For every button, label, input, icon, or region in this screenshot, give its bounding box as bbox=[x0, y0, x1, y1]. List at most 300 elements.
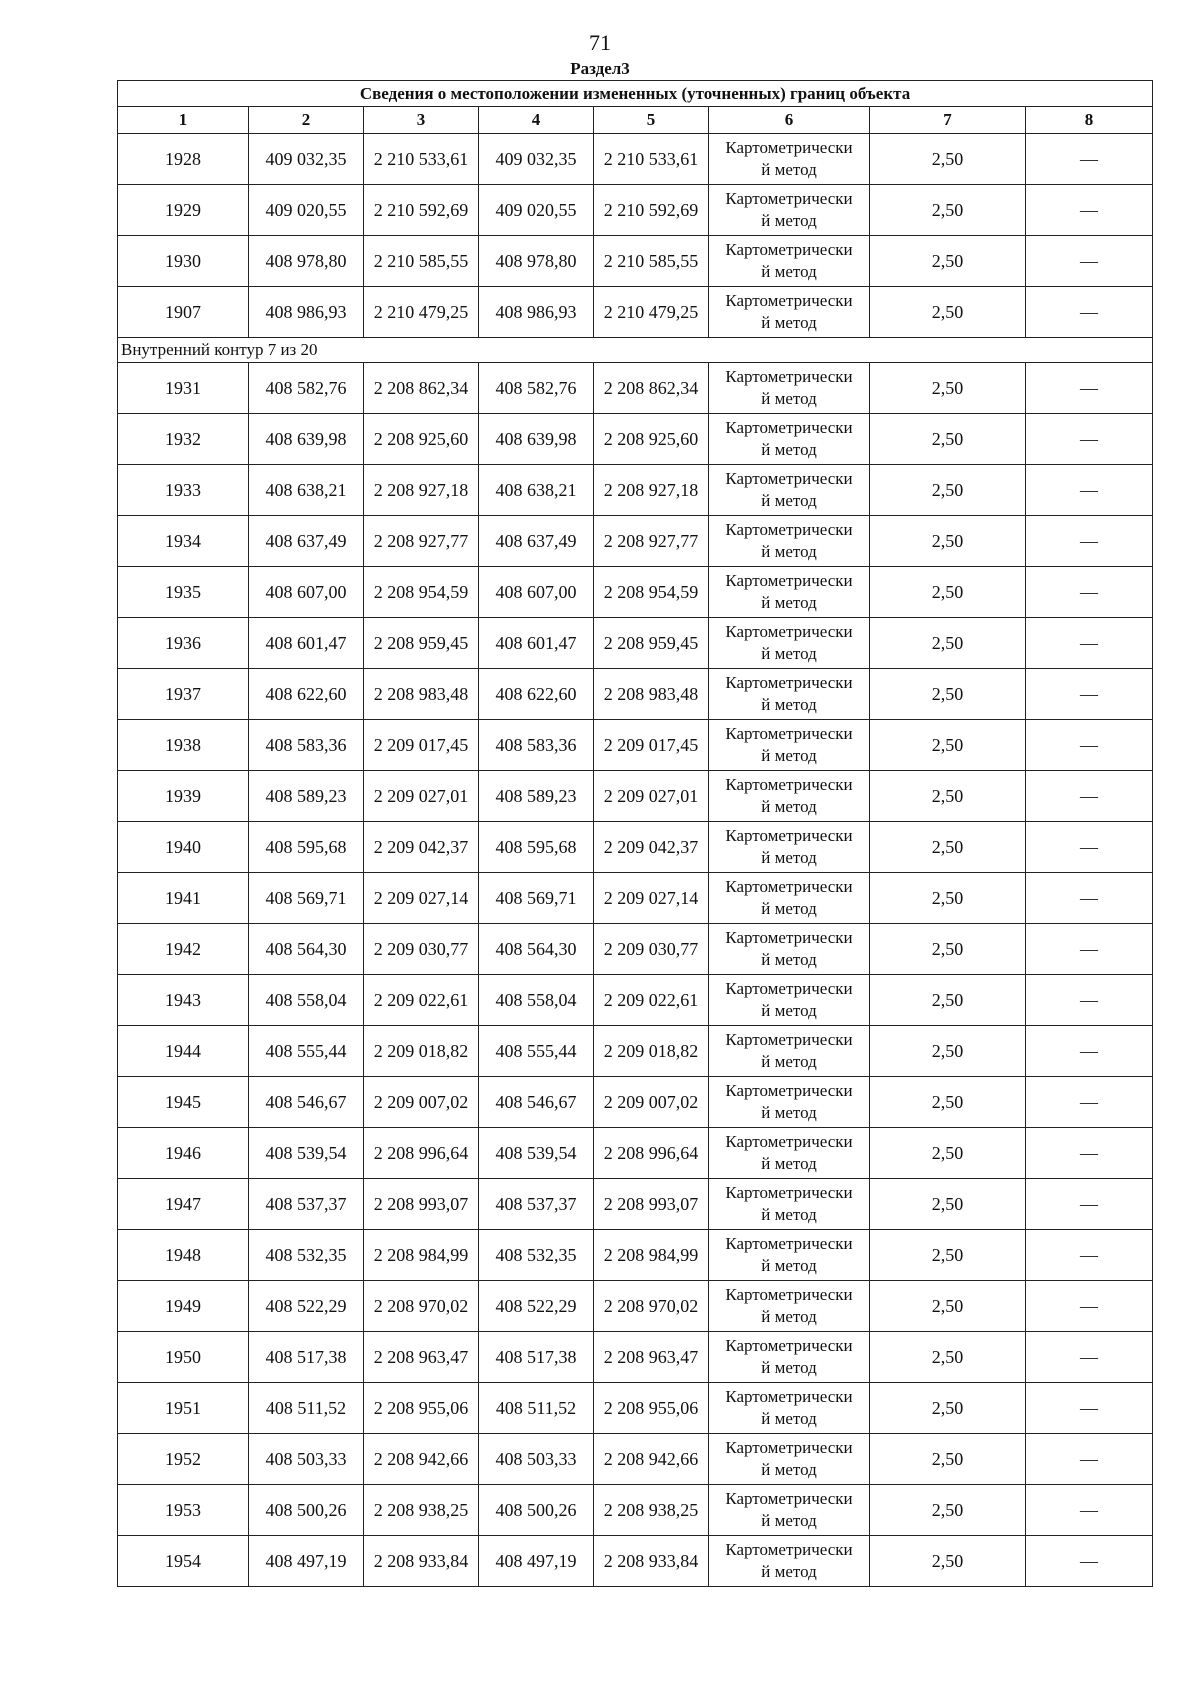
y-new-cell: 2 208 927,18 bbox=[594, 465, 709, 516]
coordinates-table bbox=[117, 80, 1153, 1587]
x-new-cell: 408 638,21 bbox=[479, 465, 594, 516]
x-new-cell: 408 582,76 bbox=[479, 363, 594, 414]
x-old-cell: 408 622,60 bbox=[249, 669, 364, 720]
x-old-cell: 409 020,55 bbox=[249, 185, 364, 236]
point-number-cell: 1950 bbox=[118, 1332, 249, 1383]
method-text-line-2: й метод bbox=[761, 1052, 817, 1071]
description-cell: — bbox=[1026, 363, 1153, 414]
point-number-cell: 1951 bbox=[118, 1383, 249, 1434]
y-old-cell: 2 209 007,02 bbox=[364, 1077, 479, 1128]
x-old-cell: 409 032,35 bbox=[249, 134, 364, 185]
table-row bbox=[118, 1128, 1153, 1179]
method-cell bbox=[709, 465, 870, 516]
method-text-line-2: й метод bbox=[761, 950, 817, 969]
table-row bbox=[118, 873, 1153, 924]
x-old-cell: 408 539,54 bbox=[249, 1128, 364, 1179]
method-text-line-2: й метод bbox=[761, 160, 817, 179]
point-number-cell: 1929 bbox=[118, 185, 249, 236]
method-text-line-1: Картометрически bbox=[725, 673, 853, 692]
column-header: 3 bbox=[364, 107, 479, 134]
method-text-line-1: Картометрически bbox=[725, 240, 853, 259]
point-number-cell: 1935 bbox=[118, 567, 249, 618]
description-cell: — bbox=[1026, 1179, 1153, 1230]
method-cell bbox=[709, 516, 870, 567]
description-cell: — bbox=[1026, 1536, 1153, 1587]
method-cell bbox=[709, 669, 870, 720]
method-cell bbox=[709, 414, 870, 465]
point-number-cell: 1952 bbox=[118, 1434, 249, 1485]
point-number-cell: 1936 bbox=[118, 618, 249, 669]
x-new-cell: 408 555,44 bbox=[479, 1026, 594, 1077]
accuracy-cell: 2,50 bbox=[870, 924, 1026, 975]
y-old-cell: 2 208 925,60 bbox=[364, 414, 479, 465]
y-old-cell: 2 209 027,14 bbox=[364, 873, 479, 924]
point-number-cell: 1928 bbox=[118, 134, 249, 185]
method-text-line-2: й метод bbox=[761, 1562, 817, 1581]
contour-label: Внутренний контур 7 из 20 bbox=[118, 338, 1153, 363]
x-new-cell: 408 569,71 bbox=[479, 873, 594, 924]
y-old-cell: 2 208 984,99 bbox=[364, 1230, 479, 1281]
y-new-cell: 2 208 954,59 bbox=[594, 567, 709, 618]
x-new-cell: 408 517,38 bbox=[479, 1332, 594, 1383]
method-text-line-1: Картометрически bbox=[725, 469, 853, 488]
description-cell: — bbox=[1026, 465, 1153, 516]
accuracy-cell: 2,50 bbox=[870, 822, 1026, 873]
table-row bbox=[118, 567, 1153, 618]
x-old-cell: 408 564,30 bbox=[249, 924, 364, 975]
method-text-line-1: Картометрически bbox=[725, 1336, 853, 1355]
accuracy-cell: 2,50 bbox=[870, 720, 1026, 771]
y-old-cell: 2 208 942,66 bbox=[364, 1434, 479, 1485]
method-text-line-2: й метод bbox=[761, 491, 817, 510]
description-cell: — bbox=[1026, 236, 1153, 287]
y-new-cell: 2 210 533,61 bbox=[594, 134, 709, 185]
method-text-line-2: й метод bbox=[761, 899, 817, 918]
x-new-cell: 408 601,47 bbox=[479, 618, 594, 669]
table-row bbox=[118, 1332, 1153, 1383]
method-cell bbox=[709, 363, 870, 414]
column-header: 7 bbox=[870, 107, 1026, 134]
point-number-cell: 1940 bbox=[118, 822, 249, 873]
x-new-cell: 408 522,29 bbox=[479, 1281, 594, 1332]
accuracy-cell: 2,50 bbox=[870, 1434, 1026, 1485]
method-text-line-2: й метод bbox=[761, 211, 817, 230]
table-row bbox=[118, 185, 1153, 236]
x-old-cell: 408 511,52 bbox=[249, 1383, 364, 1434]
x-new-cell: 408 558,04 bbox=[479, 975, 594, 1026]
x-new-cell: 408 532,35 bbox=[479, 1230, 594, 1281]
accuracy-cell: 2,50 bbox=[870, 363, 1026, 414]
method-cell bbox=[709, 236, 870, 287]
accuracy-cell: 2,50 bbox=[870, 1230, 1026, 1281]
y-new-cell: 2 208 963,47 bbox=[594, 1332, 709, 1383]
accuracy-cell: 2,50 bbox=[870, 287, 1026, 338]
y-old-cell: 2 208 938,25 bbox=[364, 1485, 479, 1536]
point-number-cell: 1947 bbox=[118, 1179, 249, 1230]
x-old-cell: 408 503,33 bbox=[249, 1434, 364, 1485]
column-header: 8 bbox=[1026, 107, 1153, 134]
accuracy-cell: 2,50 bbox=[870, 1281, 1026, 1332]
y-old-cell: 2 208 993,07 bbox=[364, 1179, 479, 1230]
y-new-cell: 2 209 017,45 bbox=[594, 720, 709, 771]
y-new-cell: 2 208 996,64 bbox=[594, 1128, 709, 1179]
x-old-cell: 408 978,80 bbox=[249, 236, 364, 287]
table-row bbox=[118, 134, 1153, 185]
method-cell bbox=[709, 287, 870, 338]
y-old-cell: 2 210 585,55 bbox=[364, 236, 479, 287]
method-text-line-1: Картометрически bbox=[725, 571, 853, 590]
table-row bbox=[118, 1026, 1153, 1077]
x-old-cell: 408 639,98 bbox=[249, 414, 364, 465]
description-cell: — bbox=[1026, 822, 1153, 873]
section-title: Раздел3 bbox=[570, 59, 630, 78]
description-cell: — bbox=[1026, 1281, 1153, 1332]
accuracy-cell: 2,50 bbox=[870, 1332, 1026, 1383]
table-row bbox=[118, 1281, 1153, 1332]
description-cell: — bbox=[1026, 720, 1153, 771]
x-old-cell: 408 522,29 bbox=[249, 1281, 364, 1332]
point-number-cell: 1930 bbox=[118, 236, 249, 287]
method-cell bbox=[709, 1383, 870, 1434]
description-cell: — bbox=[1026, 1230, 1153, 1281]
method-text-line-2: й метод bbox=[761, 542, 817, 561]
method-text-line-1: Картометрически bbox=[725, 1387, 853, 1406]
description-cell: — bbox=[1026, 1434, 1153, 1485]
point-number-cell: 1953 bbox=[118, 1485, 249, 1536]
y-old-cell: 2 209 022,61 bbox=[364, 975, 479, 1026]
table-row bbox=[118, 771, 1153, 822]
table-row bbox=[118, 924, 1153, 975]
point-number-cell: 1932 bbox=[118, 414, 249, 465]
point-number-cell: 1938 bbox=[118, 720, 249, 771]
method-text-line-1: Картометрически bbox=[725, 1183, 853, 1202]
method-text-line-2: й метод bbox=[761, 1205, 817, 1224]
accuracy-cell: 2,50 bbox=[870, 236, 1026, 287]
description-cell: — bbox=[1026, 567, 1153, 618]
method-text-line-2: й метод bbox=[761, 1307, 817, 1326]
x-new-cell: 409 020,55 bbox=[479, 185, 594, 236]
point-number-cell: 1949 bbox=[118, 1281, 249, 1332]
table-row bbox=[118, 287, 1153, 338]
point-number-cell: 1937 bbox=[118, 669, 249, 720]
method-text-line-1: Картометрически bbox=[725, 724, 853, 743]
y-new-cell: 2 208 933,84 bbox=[594, 1536, 709, 1587]
description-cell: — bbox=[1026, 924, 1153, 975]
y-new-cell: 2 208 942,66 bbox=[594, 1434, 709, 1485]
y-old-cell: 2 210 479,25 bbox=[364, 287, 479, 338]
method-text-line-1: Картометрически bbox=[725, 520, 853, 539]
method-cell bbox=[709, 1434, 870, 1485]
method-text-line-1: Картометрически bbox=[725, 1489, 853, 1508]
y-new-cell: 2 208 984,99 bbox=[594, 1230, 709, 1281]
y-old-cell: 2 209 018,82 bbox=[364, 1026, 479, 1077]
method-cell bbox=[709, 924, 870, 975]
y-old-cell: 2 208 927,18 bbox=[364, 465, 479, 516]
method-text-line-1: Картометрически bbox=[725, 291, 853, 310]
y-new-cell: 2 208 983,48 bbox=[594, 669, 709, 720]
method-text-line-2: й метод bbox=[761, 1511, 817, 1530]
y-new-cell: 2 208 862,34 bbox=[594, 363, 709, 414]
accuracy-cell: 2,50 bbox=[870, 516, 1026, 567]
point-number-cell: 1931 bbox=[118, 363, 249, 414]
table-row bbox=[118, 669, 1153, 720]
accuracy-cell: 2,50 bbox=[870, 873, 1026, 924]
method-cell bbox=[709, 975, 870, 1026]
y-new-cell: 2 209 018,82 bbox=[594, 1026, 709, 1077]
table-row bbox=[118, 363, 1153, 414]
method-text-line-2: й метод bbox=[761, 1409, 817, 1428]
method-text-line-1: Картометрически bbox=[725, 1285, 853, 1304]
accuracy-cell: 2,50 bbox=[870, 618, 1026, 669]
column-header: 2 bbox=[249, 107, 364, 134]
y-old-cell: 2 209 042,37 bbox=[364, 822, 479, 873]
y-new-cell: 2 209 007,02 bbox=[594, 1077, 709, 1128]
description-cell: — bbox=[1026, 185, 1153, 236]
y-new-cell: 2 208 938,25 bbox=[594, 1485, 709, 1536]
method-cell bbox=[709, 567, 870, 618]
table-row bbox=[118, 1077, 1153, 1128]
column-header-row bbox=[118, 107, 1153, 134]
column-header: 4 bbox=[479, 107, 594, 134]
x-new-cell: 408 537,37 bbox=[479, 1179, 594, 1230]
method-text-line-1: Картометрически bbox=[725, 979, 853, 998]
method-text-line-2: й метод bbox=[761, 1460, 817, 1479]
y-old-cell: 2 209 027,01 bbox=[364, 771, 479, 822]
x-old-cell: 408 595,68 bbox=[249, 822, 364, 873]
accuracy-cell: 2,50 bbox=[870, 771, 1026, 822]
y-old-cell: 2 208 970,02 bbox=[364, 1281, 479, 1332]
table-body bbox=[118, 134, 1153, 1587]
method-text-line-1: Картометрически bbox=[725, 1234, 853, 1253]
y-new-cell: 2 209 027,14 bbox=[594, 873, 709, 924]
description-cell: — bbox=[1026, 516, 1153, 567]
y-new-cell: 2 208 925,60 bbox=[594, 414, 709, 465]
method-text-line-2: й метод bbox=[761, 1154, 817, 1173]
x-new-cell: 408 539,54 bbox=[479, 1128, 594, 1179]
method-text-line-1: Картометрически bbox=[725, 1030, 853, 1049]
method-text-line-1: Картометрически bbox=[725, 622, 853, 641]
accuracy-cell: 2,50 bbox=[870, 465, 1026, 516]
x-old-cell: 408 638,21 bbox=[249, 465, 364, 516]
x-new-cell: 408 607,00 bbox=[479, 567, 594, 618]
x-old-cell: 408 555,44 bbox=[249, 1026, 364, 1077]
x-old-cell: 408 532,35 bbox=[249, 1230, 364, 1281]
point-number-cell: 1942 bbox=[118, 924, 249, 975]
method-text-line-2: й метод bbox=[761, 644, 817, 663]
x-new-cell: 408 583,36 bbox=[479, 720, 594, 771]
table-row bbox=[118, 516, 1153, 567]
method-cell bbox=[709, 1026, 870, 1077]
method-text-line-2: й метод bbox=[761, 262, 817, 281]
method-text-line-2: й метод bbox=[761, 1358, 817, 1377]
method-text-line-2: й метод bbox=[761, 593, 817, 612]
method-text-line-1: Картометрически bbox=[725, 1132, 853, 1151]
table-row bbox=[118, 822, 1153, 873]
x-new-cell: 409 032,35 bbox=[479, 134, 594, 185]
method-text-line-1: Картометрически bbox=[725, 775, 853, 794]
method-cell bbox=[709, 1281, 870, 1332]
x-old-cell: 408 607,00 bbox=[249, 567, 364, 618]
method-text-line-2: й метод bbox=[761, 695, 817, 714]
method-cell bbox=[709, 185, 870, 236]
method-cell bbox=[709, 1536, 870, 1587]
x-new-cell: 408 639,98 bbox=[479, 414, 594, 465]
x-old-cell: 408 497,19 bbox=[249, 1536, 364, 1587]
x-old-cell: 408 601,47 bbox=[249, 618, 364, 669]
y-old-cell: 2 208 954,59 bbox=[364, 567, 479, 618]
y-old-cell: 2 208 927,77 bbox=[364, 516, 479, 567]
method-text-line-2: й метод bbox=[761, 1103, 817, 1122]
accuracy-cell: 2,50 bbox=[870, 975, 1026, 1026]
accuracy-cell: 2,50 bbox=[870, 414, 1026, 465]
x-old-cell: 408 558,04 bbox=[249, 975, 364, 1026]
y-old-cell: 2 208 963,47 bbox=[364, 1332, 479, 1383]
method-text-line-2: й метод bbox=[761, 1256, 817, 1275]
x-new-cell: 408 564,30 bbox=[479, 924, 594, 975]
point-number-cell: 1941 bbox=[118, 873, 249, 924]
point-number-cell: 1933 bbox=[118, 465, 249, 516]
page-number: 71 bbox=[589, 30, 611, 55]
y-new-cell: 2 209 027,01 bbox=[594, 771, 709, 822]
accuracy-cell: 2,50 bbox=[870, 1485, 1026, 1536]
method-cell bbox=[709, 720, 870, 771]
y-new-cell: 2 210 585,55 bbox=[594, 236, 709, 287]
x-new-cell: 408 978,80 bbox=[479, 236, 594, 287]
method-text-line-2: й метод bbox=[761, 746, 817, 765]
y-old-cell: 2 208 933,84 bbox=[364, 1536, 479, 1587]
point-number-cell: 1954 bbox=[118, 1536, 249, 1587]
y-old-cell: 2 210 533,61 bbox=[364, 134, 479, 185]
accuracy-cell: 2,50 bbox=[870, 1128, 1026, 1179]
x-new-cell: 408 511,52 bbox=[479, 1383, 594, 1434]
accuracy-cell: 2,50 bbox=[870, 185, 1026, 236]
table-row bbox=[118, 1434, 1153, 1485]
description-cell: — bbox=[1026, 618, 1153, 669]
y-old-cell: 2 208 955,06 bbox=[364, 1383, 479, 1434]
x-old-cell: 408 537,37 bbox=[249, 1179, 364, 1230]
y-new-cell: 2 208 993,07 bbox=[594, 1179, 709, 1230]
table-row bbox=[118, 975, 1153, 1026]
description-cell: — bbox=[1026, 873, 1153, 924]
accuracy-cell: 2,50 bbox=[870, 567, 1026, 618]
method-text-line-2: й метод bbox=[761, 313, 817, 332]
column-header: 5 bbox=[594, 107, 709, 134]
method-text-line-2: й метод bbox=[761, 797, 817, 816]
y-new-cell: 2 208 959,45 bbox=[594, 618, 709, 669]
method-text-line-1: Картометрически bbox=[725, 367, 853, 386]
y-old-cell: 2 208 996,64 bbox=[364, 1128, 479, 1179]
table-row bbox=[118, 465, 1153, 516]
point-number-cell: 1944 bbox=[118, 1026, 249, 1077]
x-old-cell: 408 582,76 bbox=[249, 363, 364, 414]
x-old-cell: 408 986,93 bbox=[249, 287, 364, 338]
method-cell bbox=[709, 134, 870, 185]
method-cell bbox=[709, 1230, 870, 1281]
method-cell bbox=[709, 822, 870, 873]
description-cell: — bbox=[1026, 1485, 1153, 1536]
y-new-cell: 2 209 030,77 bbox=[594, 924, 709, 975]
x-old-cell: 408 569,71 bbox=[249, 873, 364, 924]
table-row bbox=[118, 1485, 1153, 1536]
description-cell: — bbox=[1026, 1383, 1153, 1434]
x-old-cell: 408 589,23 bbox=[249, 771, 364, 822]
x-old-cell: 408 546,67 bbox=[249, 1077, 364, 1128]
method-cell bbox=[709, 1128, 870, 1179]
method-text-line-1: Картометрически bbox=[725, 877, 853, 896]
contour-row bbox=[118, 338, 1153, 363]
x-new-cell: 408 546,67 bbox=[479, 1077, 594, 1128]
method-cell bbox=[709, 1077, 870, 1128]
method-text-line-2: й метод bbox=[761, 389, 817, 408]
description-cell: — bbox=[1026, 414, 1153, 465]
x-new-cell: 408 595,68 bbox=[479, 822, 594, 873]
point-number-cell: 1934 bbox=[118, 516, 249, 567]
column-header: 6 bbox=[709, 107, 870, 134]
x-new-cell: 408 589,23 bbox=[479, 771, 594, 822]
description-cell: — bbox=[1026, 1332, 1153, 1383]
x-new-cell: 408 986,93 bbox=[479, 287, 594, 338]
method-text-line-1: Картометрически bbox=[725, 826, 853, 845]
method-text-line-1: Картометрически bbox=[725, 418, 853, 437]
column-header: 1 bbox=[118, 107, 249, 134]
x-old-cell: 408 583,36 bbox=[249, 720, 364, 771]
accuracy-cell: 2,50 bbox=[870, 134, 1026, 185]
method-cell bbox=[709, 771, 870, 822]
point-number-cell: 1907 bbox=[118, 287, 249, 338]
description-cell: — bbox=[1026, 1128, 1153, 1179]
method-text-line-1: Картометрически bbox=[725, 1081, 853, 1100]
method-text-line-1: Картометрически bbox=[725, 1438, 853, 1457]
accuracy-cell: 2,50 bbox=[870, 1026, 1026, 1077]
x-new-cell: 408 622,60 bbox=[479, 669, 594, 720]
point-number-cell: 1939 bbox=[118, 771, 249, 822]
y-old-cell: 2 209 017,45 bbox=[364, 720, 479, 771]
method-text-line-2: й метод bbox=[761, 440, 817, 459]
table-row bbox=[118, 1179, 1153, 1230]
description-cell: — bbox=[1026, 669, 1153, 720]
method-cell bbox=[709, 1179, 870, 1230]
method-text-line-1: Картометрически bbox=[725, 1540, 853, 1559]
y-old-cell: 2 208 862,34 bbox=[364, 363, 479, 414]
description-cell: — bbox=[1026, 134, 1153, 185]
table-row bbox=[118, 414, 1153, 465]
y-new-cell: 2 209 042,37 bbox=[594, 822, 709, 873]
accuracy-cell: 2,50 bbox=[870, 1077, 1026, 1128]
method-text-line-1: Картометрически bbox=[725, 189, 853, 208]
accuracy-cell: 2,50 bbox=[870, 1536, 1026, 1587]
method-cell bbox=[709, 1485, 870, 1536]
y-old-cell: 2 208 959,45 bbox=[364, 618, 479, 669]
x-old-cell: 408 637,49 bbox=[249, 516, 364, 567]
x-old-cell: 408 517,38 bbox=[249, 1332, 364, 1383]
accuracy-cell: 2,50 bbox=[870, 1179, 1026, 1230]
table-row bbox=[118, 720, 1153, 771]
description-cell: — bbox=[1026, 1077, 1153, 1128]
method-cell bbox=[709, 873, 870, 924]
y-new-cell: 2 208 927,77 bbox=[594, 516, 709, 567]
accuracy-cell: 2,50 bbox=[870, 669, 1026, 720]
y-old-cell: 2 208 983,48 bbox=[364, 669, 479, 720]
table-caption: Сведения о местоположении измененных (уточненных) границ объекта bbox=[118, 81, 1153, 107]
x-new-cell: 408 497,19 bbox=[479, 1536, 594, 1587]
method-text-line-2: й метод bbox=[761, 1001, 817, 1020]
table-row bbox=[118, 618, 1153, 669]
y-new-cell: 2 208 970,02 bbox=[594, 1281, 709, 1332]
x-new-cell: 408 503,33 bbox=[479, 1434, 594, 1485]
table-row bbox=[118, 1536, 1153, 1587]
y-old-cell: 2 209 030,77 bbox=[364, 924, 479, 975]
point-number-cell: 1948 bbox=[118, 1230, 249, 1281]
